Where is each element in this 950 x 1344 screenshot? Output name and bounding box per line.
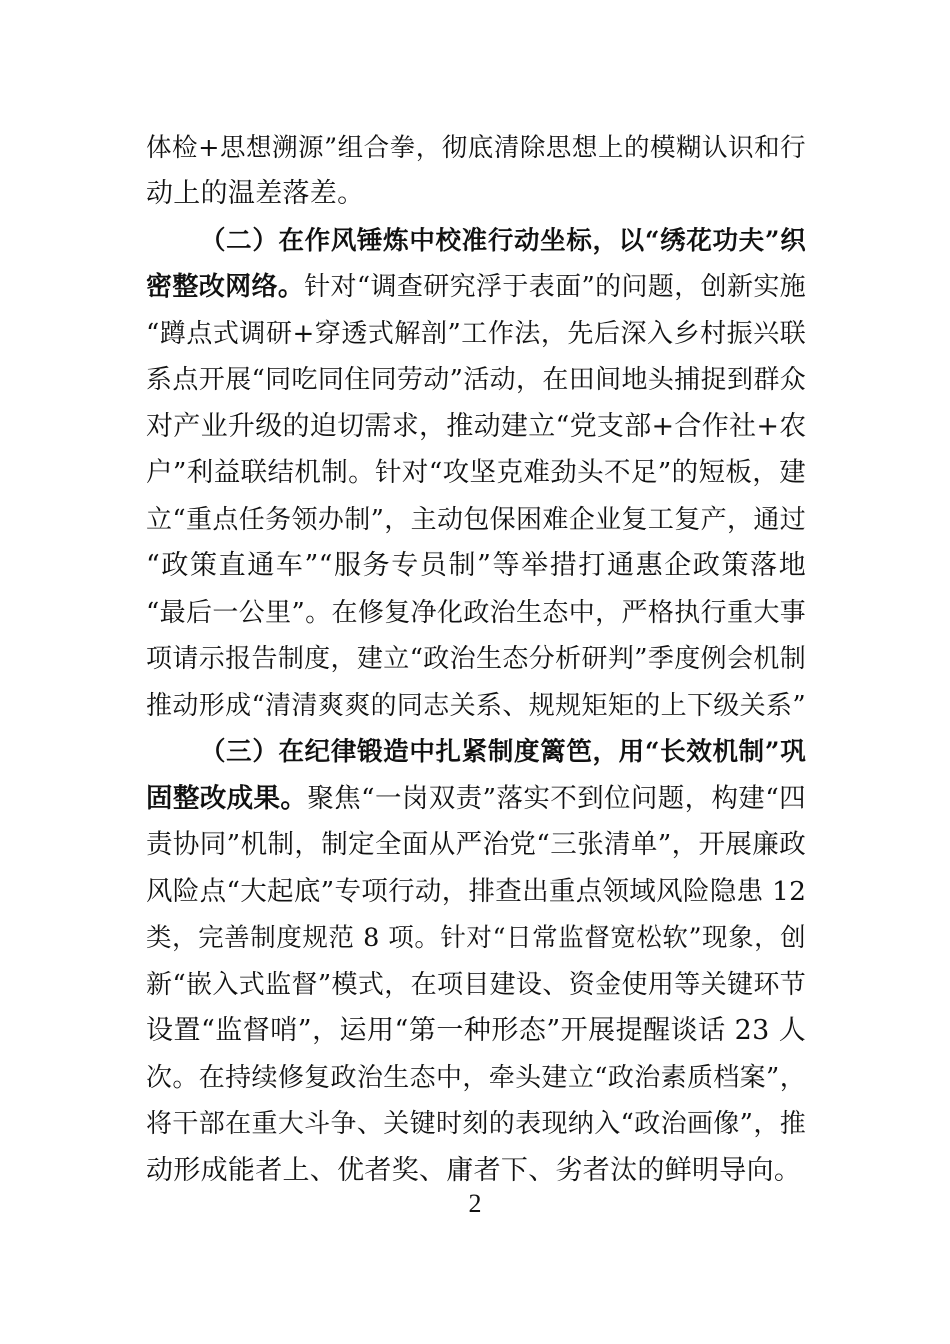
page-number: 2: [468, 1189, 482, 1218]
text-line: [146, 918, 806, 958]
text-line: [146, 360, 806, 400]
text-segment: “蹲点式调研+穿透式解剖”工作法，先后深入乡村振兴联: [146, 319, 806, 349]
text-line: [146, 1011, 806, 1051]
text-line: [146, 965, 806, 1005]
section-heading-tail: 密整改网络。: [146, 272, 305, 302]
text-line: [146, 453, 806, 493]
section-heading-tail: 固整改成果。: [146, 783, 308, 814]
text-segment: “最后一公里”。在修复净化政治生态中，严格执行重大事: [146, 598, 806, 628]
text-segment: 设置“监督哨”，运用“第一种形态”开展提醒谈话 23 人: [146, 1015, 806, 1046]
text-segment: 风险点“大起底”专项行动，排查出重点领域风险隐患 12: [146, 876, 807, 907]
text-line: [146, 593, 806, 633]
text-segment: 将干部在重大斗争、关键时刻的表现纳入“政治画像”，推: [146, 1109, 806, 1139]
text-segment: 次。在持续修复政治生态中，牵头建立“政治素质档案”，: [146, 1063, 806, 1093]
text-segment: 对产业升级的迫切需求，推动建立“党支部+合作社+农: [146, 411, 807, 442]
text-line: [146, 407, 806, 447]
text-line: [146, 686, 806, 726]
text-segment: 针对“调查研究浮于表面”的问题，创新实施: [304, 272, 806, 302]
text-segment: 推动形成“清清爽爽的同志关系、规规矩矩的上下级关系”: [146, 691, 806, 721]
text-segment: 类，完善制度规范 8 项。针对“日常监督宽松软”现象，创: [146, 923, 806, 953]
text-line: [146, 546, 806, 586]
text-line: [146, 639, 806, 679]
text-segment: （二）在作风锤炼中校准行动坐标，以“绣花功夫”织: [200, 226, 806, 256]
text-line: [146, 500, 806, 540]
text-line: [146, 128, 806, 168]
text-line: [146, 314, 806, 354]
text-segment: 新“嵌入式监督”模式，在项目建设、资金使用等关键环节: [146, 970, 806, 1000]
text-segment: 系点开展“同吃同住同劳动”活动，在田间地头捕捉到群众: [146, 365, 806, 395]
section-heading-line: [200, 221, 806, 261]
text-line: [146, 1104, 806, 1144]
text-segment: “政策直通车”“服务专员制”等举措打通惠企政策落地: [146, 550, 806, 581]
section-heading-line: [200, 732, 806, 772]
text-segment: 户”利益联结机制。针对“攻坚克难劲头不足”的短板，建: [146, 457, 806, 488]
text-segment: 动形成能者上、优者奖、庸者下、劣者汰的鲜明导向。: [146, 1155, 802, 1186]
text-segment: 立“重点任务领办制”，主动包保困难企业复工复产，通过: [146, 505, 806, 535]
text-line: [146, 872, 806, 912]
text-segment: （三）在纪律锻造中扎紧制度篱笆，用“长效机制”巩: [200, 737, 806, 767]
text-line: [146, 174, 806, 214]
text-line: [146, 1058, 806, 1098]
text-segment: 聚焦“一岗双责”落实不到位问题，构建“四: [307, 783, 806, 814]
text-line: [146, 267, 806, 307]
text-segment: 体检+思想溯源”组合拳，彻底清除思想上的模糊认识和行: [146, 133, 806, 163]
text-line: [146, 779, 806, 819]
text-line: [146, 825, 806, 865]
text-segment: 责协同”机制，制定全面从严治党“三张清单”，开展廉政: [146, 829, 806, 860]
text-segment: 项请示报告制度，建立“政治生态分析研判”季度例会机制: [146, 644, 806, 674]
text-segment: 动上的温差落差。: [146, 178, 365, 209]
